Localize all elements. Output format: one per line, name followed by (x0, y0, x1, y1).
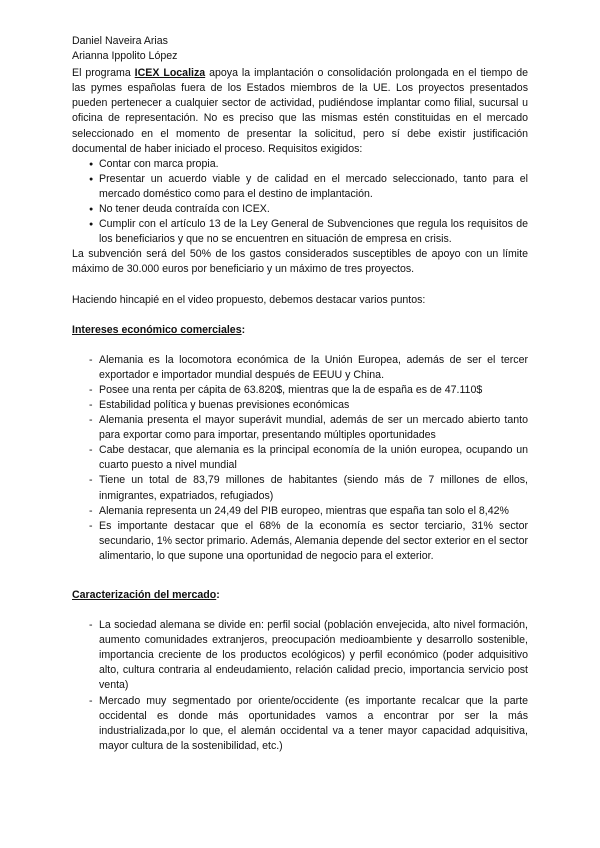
list-item: - Tiene un total de 83,79 millones de habitantes (siendo más de 7 millones de ellos, inmigrantes, expatriados, refugiados) (72, 473, 528, 503)
list-item: - La sociedad alemana se divide en: perfil social (población envejecida, alto nivel formación, aumento comunidades extranjeros, preocupación medioambiente y desarrollo sostenible, importancia creciente de los productos ecológicos) y perfil económico (poder adquisitivo alto, cultura contraria al endeudamiento, relación calidad precio, importancia servicio post venta) (72, 618, 528, 693)
author-name: Arianna Ippolito López (72, 50, 178, 63)
subsidy-paragraph: La subvención será del 50% de los gastos considerados susceptibles de apoyo con un límite máximo de 30.000 euros por beneficiario y un máximo de tres proyectos. (72, 248, 528, 276)
video-note: Haciendo hincapié en el video propuesto, debemos destacar varios puntos: (72, 293, 426, 306)
market-list (72, 618, 528, 754)
program-name: ICEX Localiza (134, 67, 206, 80)
intro-before: El programa (72, 67, 135, 80)
list-item: - Es importante destacar que el 68% de la economía es sector terciario, 31% sector secundario, 1% sector primario. Además, Alemania depende del sector exterior en el sector alimentario, lo que supone una oportunidad de negocio para el exterior. (72, 519, 528, 564)
section-heading (72, 588, 528, 603)
list-item: - Alemania es la locomotora económica de la Unión Europea, además de ser el tercer exportador e importador mundial después de EEUU y China. (72, 353, 528, 383)
list-item: - Alemania representa un 24,49 del PIB europeo, mientras que españa tan solo el 8,42% (72, 504, 528, 519)
section-heading (72, 323, 528, 338)
heading-colon: : (216, 589, 220, 601)
list-item: - Mercado muy segmentado por oriente/occidente (es importante recalcar que la parte occidental es donde más oportunidades vamos a encontrar por ser la más industrializada,por lo que, el alemán occidental va a tener mayor capacidad adquisitiva, mayor cultura de la sostenibilidad, etc.) (72, 694, 528, 754)
list-item: - Posee una renta per cápita de 63.820$, mientras que la de españa es de 47.110$ (72, 383, 528, 398)
list-item: ● No tener deuda contraída con ICEX. (72, 202, 528, 217)
requirements-list (72, 157, 528, 248)
author-name: Daniel Naveira Arias (72, 35, 168, 47)
intro-after: apoya la implantación o consolidación prolongada en el tiempo de las pymes españolas fuera de los Estados miembros de la UE. Los proyectos presentados pueden pertenecer a cualquier sector de actividad, pudiéndose implantar como filial, sucursal u oficina de representación. No es preciso que las mismas estén constituidas en el mercado seleccionado en el momento de presentar la solicitud, pero sí debe existir justificación documental de haber iniciado el proceso. Requisitos exigidos: (72, 67, 528, 155)
list-item: - Estabilidad política y buenas previsiones económicas (72, 398, 528, 413)
document-page (72, 34, 528, 754)
interests-list (72, 353, 528, 564)
list-item: ● Presentar un acuerdo viable y de calidad en el mercado seleccionado, tanto para el mercado doméstico como para el destino de implantación. (72, 172, 528, 202)
intro-paragraph (72, 66, 528, 157)
heading-colon: : (241, 323, 246, 336)
section-title: Caracterización del mercado (72, 589, 217, 601)
list-item: ● Contar con marca propia. (72, 157, 528, 172)
list-item: - Cabe destacar, que alemania es la principal economía de la unión europea, ocupando un cuarto puesto a nivel mundial (72, 443, 528, 473)
section-title: Intereses económico comerciales (72, 323, 242, 336)
list-item: ● Cumplir con el artículo 13 de la Ley General de Subvenciones que regula los requisitos de los beneficiarios y que no se encuentren en situación de empresa en crisis. (72, 217, 528, 247)
list-item: - Alemania presenta el mayor superávit mundial, además de ser un mercado abierto tanto para exportar como para importar, presentando múltiples oportunidades (72, 413, 528, 443)
